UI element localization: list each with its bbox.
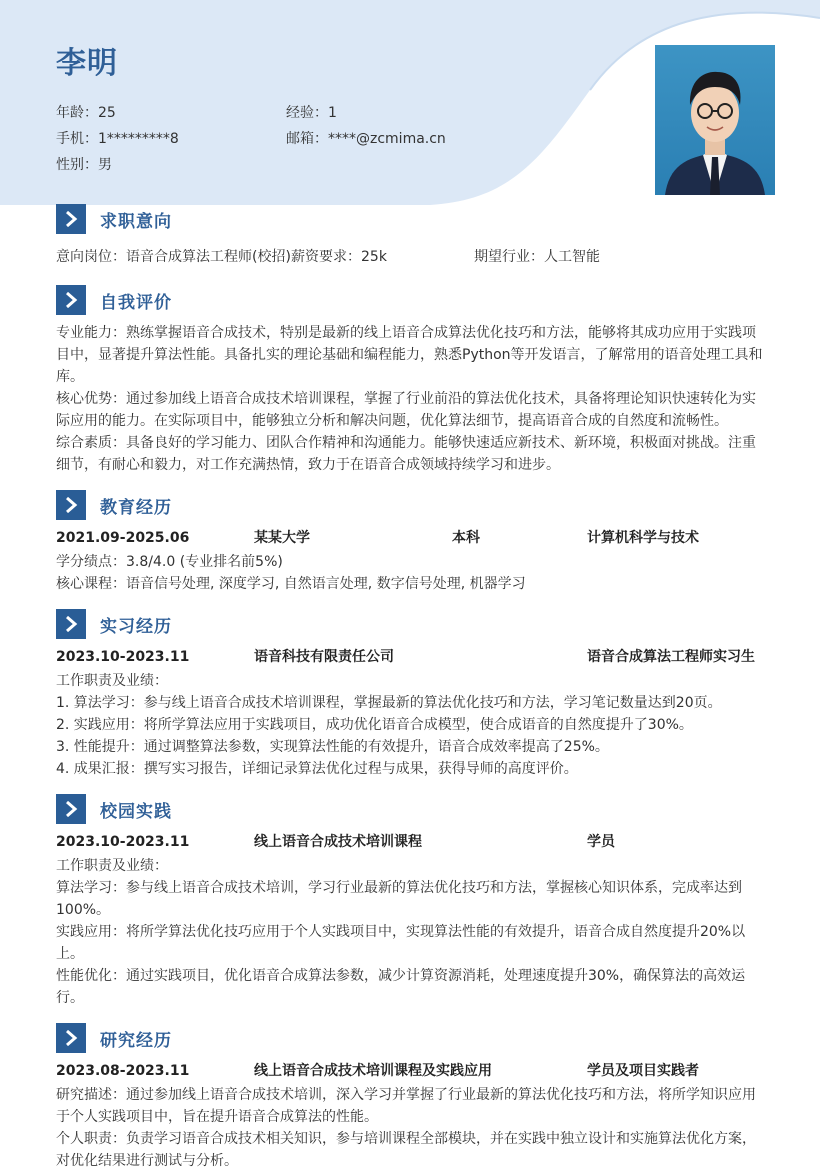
internship-item: 3. 性能提升：通过调整算法参数，实现算法性能的有效提升，语音合成效率提高了25%。: [56, 739, 609, 755]
section-title: 求职意向: [100, 211, 172, 232]
chevron-right-icon: [56, 794, 86, 824]
campus-item: 算法学习：参与线上语音合成技术培训，学习行业最新的算法优化技巧和方法，掌握核心知识体系，完成率达到100%。: [56, 880, 742, 918]
section-research: [56, 1023, 172, 1053]
section-campus: [56, 794, 172, 824]
section-title: 自我评价: [100, 292, 172, 313]
gpa: 学分绩点：3.8/4.0 (专业排名前5%): [56, 554, 283, 570]
degree: 本科: [452, 530, 480, 546]
section-title: 实习经历: [100, 616, 172, 637]
research-item: 研究描述：通过参加线上语音合成技术培训，深入学习并掌握了行业最新的算法优化技巧和方法，将所学知识应用于个人实践项目中，旨在提升语音合成算法的性能。: [56, 1087, 756, 1125]
section-title: 研究经历: [100, 1030, 172, 1051]
self-eval-paragraph: 专业能力：熟练掌握语音合成技术，特别是最新的线上语音合成算法优化技巧和方法，能够将其成功应用于实践项目中，显著提升算法性能。具备扎实的理论基础和编程能力，熟悉Python等开发语言，了解常用的语音处理工具和库。: [56, 325, 763, 385]
section-title: 教育经历: [100, 497, 172, 518]
self-eval-paragraph: 核心优势：通过参加线上语音合成技术培训课程，掌握了行业前沿的算法优化技术，具备将理论知识快速转化为实际应用的能力。在实际项目中，能够独立分析和解决问题，优化算法细节，提高语音合成的自然度和流畅性。: [56, 391, 756, 429]
profile-photo: [655, 45, 775, 195]
self-eval-paragraph: 综合素质：具备良好的学习能力、团队合作精神和沟通能力。能够快速适应新技术、新环境，积极面对挑战。注重细节，有耐心和毅力，对工作充满热情，致力于在语音合成领域持续学习和进步。: [56, 435, 756, 473]
campus-organization: 线上语音合成技术培训课程: [254, 834, 422, 850]
company-name: 语音科技有限责任公司: [254, 649, 394, 665]
intended-position: 意向岗位：语音合成算法工程师(校招): [56, 249, 291, 265]
internship-role: 语音合成算法工程师实习生: [587, 649, 755, 665]
education-period: 2021.09-2025.06: [56, 530, 190, 546]
internship-item: 1. 算法学习：参与线上语音合成技术培训课程，掌握最新的算法优化技巧和方法，学习笔记数量达到20页。: [56, 695, 722, 711]
campus-period: 2023.10-2023.11: [56, 834, 190, 850]
chevron-right-icon: [56, 490, 86, 520]
candidate-name: 李明: [56, 46, 118, 81]
chevron-right-icon: [56, 1023, 86, 1053]
chevron-right-icon: [56, 204, 86, 234]
chevron-right-icon: [56, 285, 86, 315]
research-item: 个人职责：负责学习语音合成技术相关知识，参与培训课程全部模块，并在实践中独立设计和实施算法优化方案，对优化结果进行测试与分析。: [56, 1131, 756, 1169]
campus-role: 学员: [587, 834, 615, 850]
section-internship: [56, 609, 172, 639]
internship-item: 2. 实践应用：将所学算法应用于实践项目，成功优化语音合成模型，使合成语音的自然度提升了30%。: [56, 717, 693, 733]
internship-item: 4. 成果汇报：撰写实习报告，详细记录算法优化过程与成果，获得导师的高度评价。: [56, 761, 578, 777]
campus-item: 实践应用：将所学算法优化技巧应用于个人实践项目中，实现算法性能的有效提升，语音合成自然度提升20%以上。: [56, 924, 746, 962]
salary-expectation: 薪资要求：25k: [291, 249, 387, 265]
section-job-intent: [56, 204, 172, 234]
internship-intro: 工作职责及业绩：: [56, 673, 168, 689]
campus-intro: 工作职责及业绩：: [56, 858, 168, 874]
gender-info: 性别：男: [56, 157, 112, 173]
section-self-eval: [56, 285, 172, 315]
section-title: 校园实践: [100, 801, 172, 822]
campus-item: 性能优化：通过实践项目，优化语音合成算法参数，减少计算资源消耗，处理速度提升30%，确保算法的高效运行。: [56, 968, 746, 1006]
internship-period: 2023.10-2023.11: [56, 649, 190, 665]
school-name: 某某大学: [254, 530, 310, 546]
research-role: 学员及项目实践者: [587, 1063, 699, 1079]
age-info: 年龄：25: [56, 105, 116, 121]
section-education: [56, 490, 172, 520]
major: 计算机科学与技术: [587, 530, 699, 546]
phone-info: 手机：1*********8: [56, 131, 179, 147]
chevron-right-icon: [56, 609, 86, 639]
experience-info: 经验：1: [286, 105, 337, 121]
email-info: 邮箱：****@zcmima.cn: [286, 131, 446, 147]
research-project: 线上语音合成技术培训课程及实践应用: [254, 1063, 492, 1079]
research-period: 2023.08-2023.11: [56, 1063, 190, 1079]
core-courses: 核心课程：语音信号处理, 深度学习, 自然语言处理, 数字信号处理, 机器学习: [56, 576, 526, 592]
expected-industry: 期望行业：人工智能: [474, 249, 600, 265]
